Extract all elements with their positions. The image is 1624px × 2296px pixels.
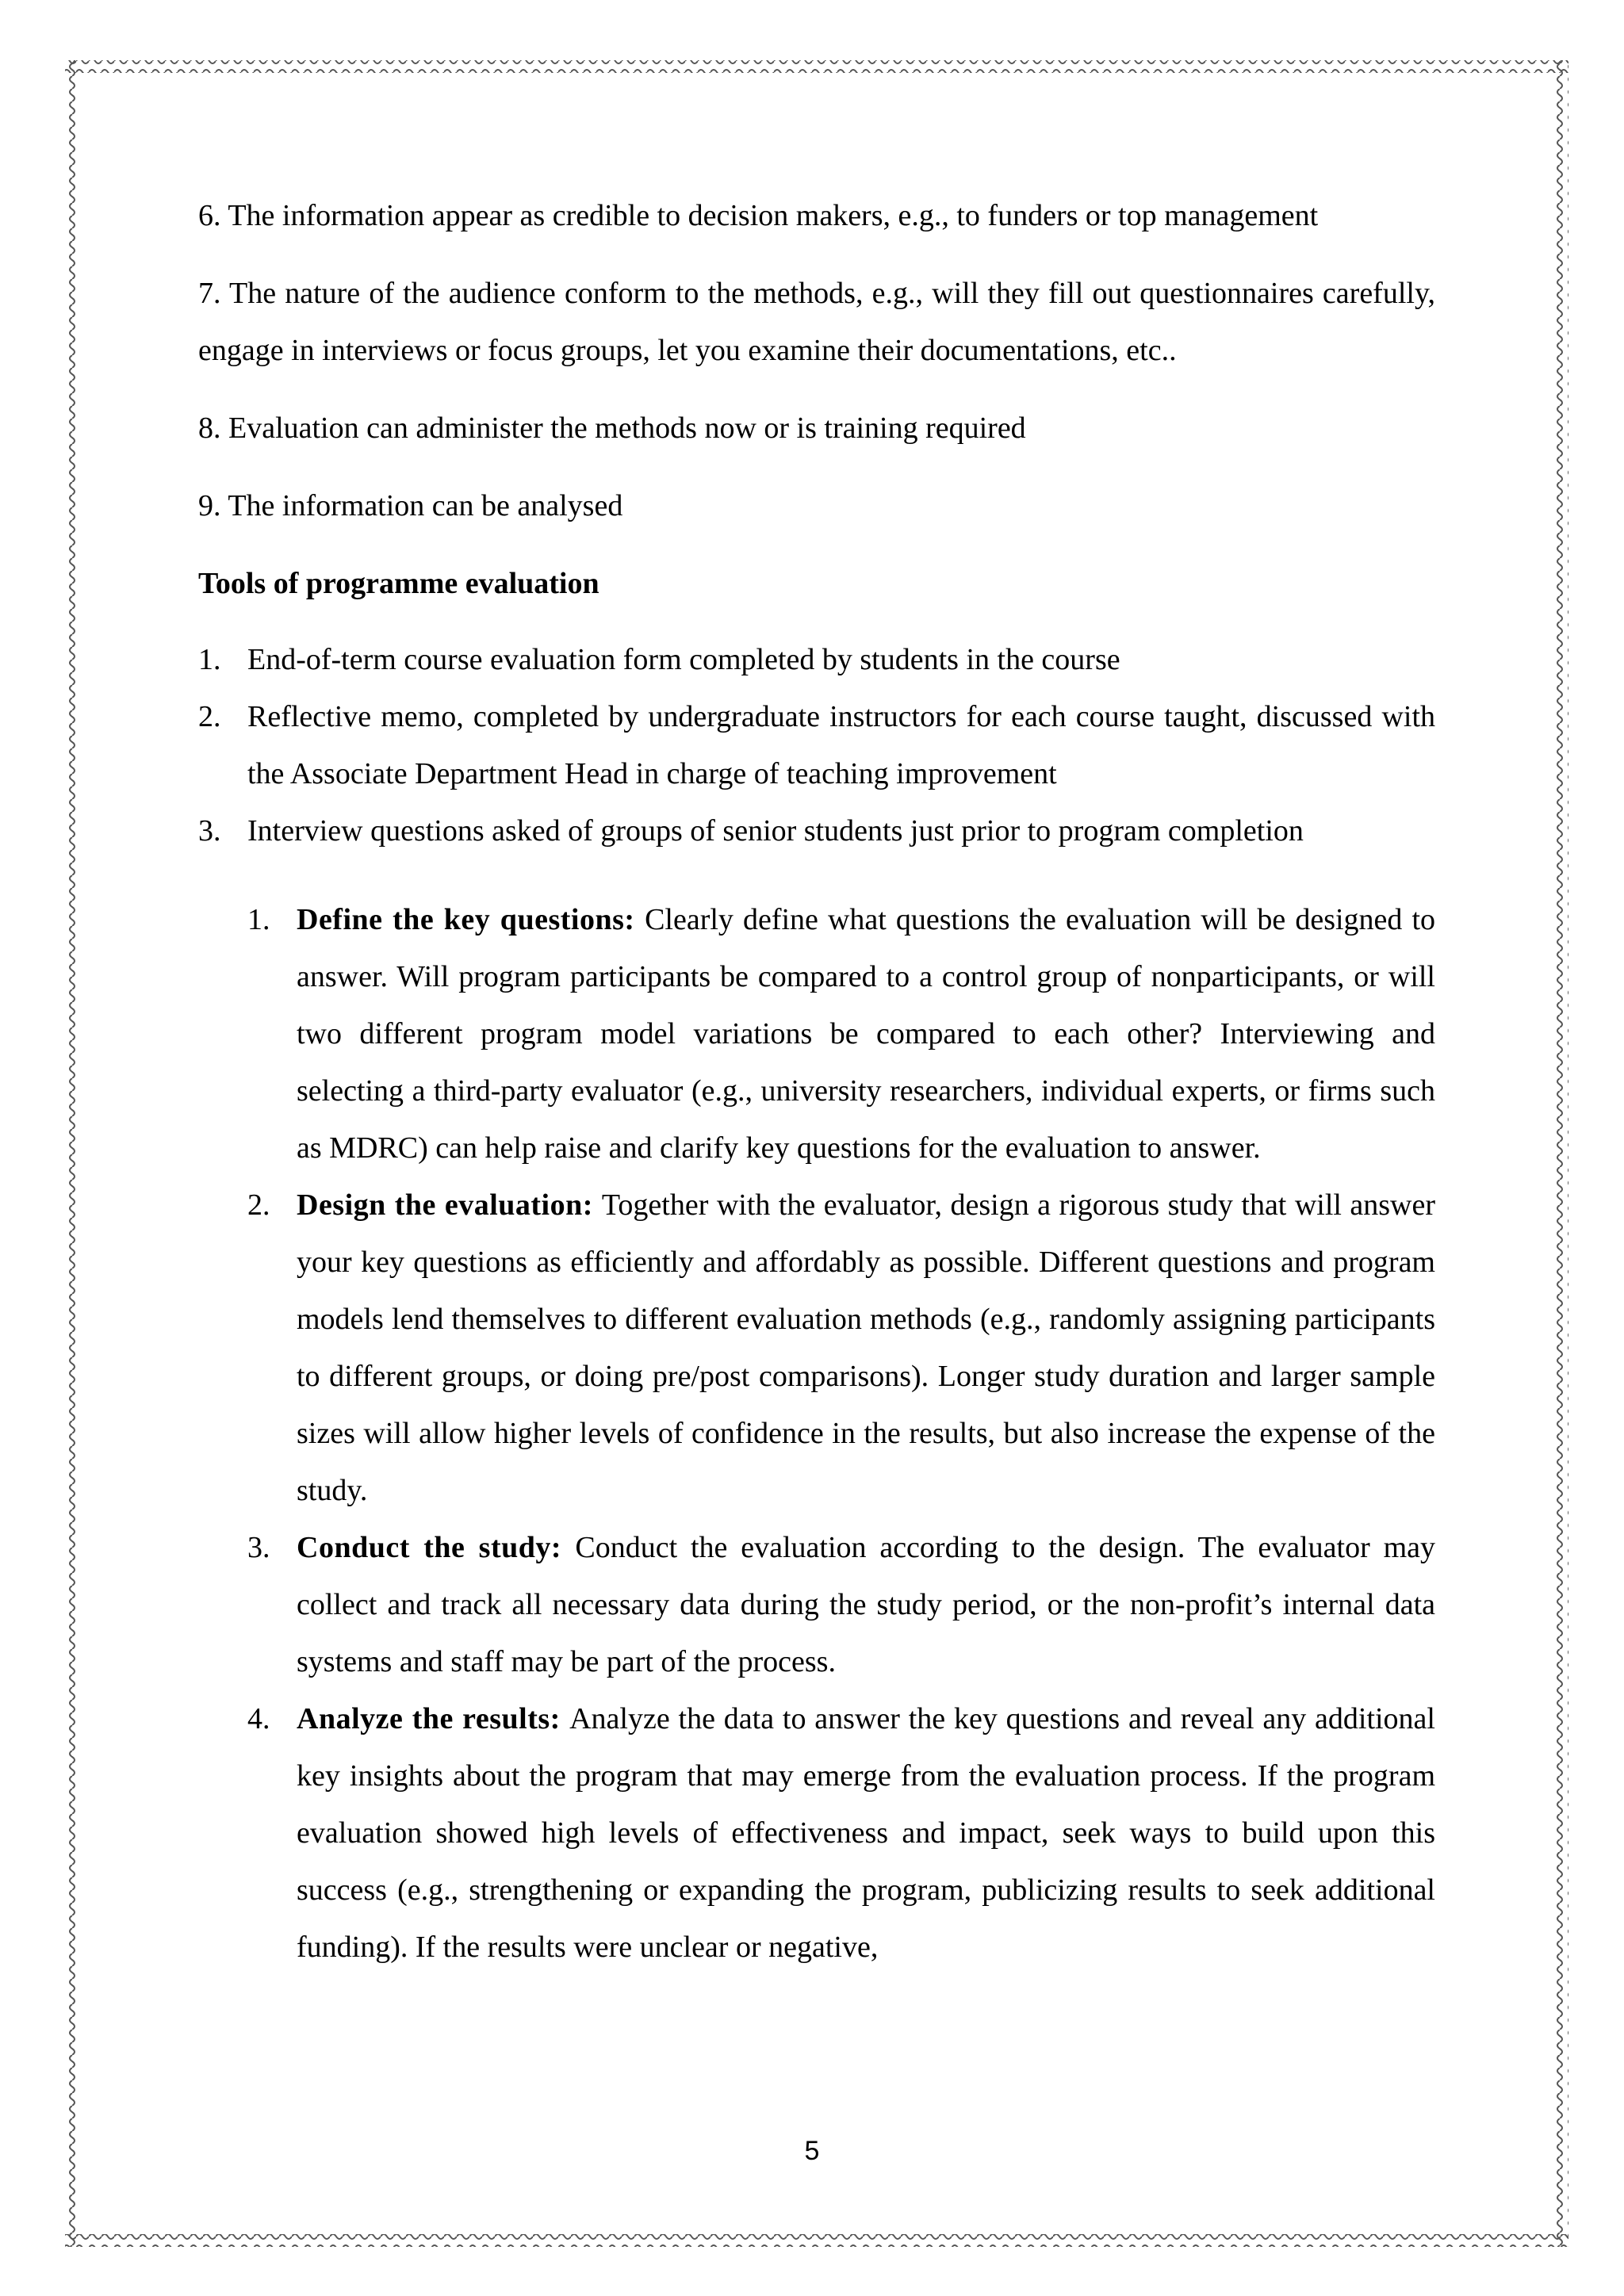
criterion-6: 6. The information appear as credible to decision makers, e.g., to funders or top management [198,199,1319,232]
tools-heading: Tools of programme evaluation [198,567,599,600]
tools-list [198,631,1435,859]
list-item-text: End-of-term course evaluation form completed by students in the course [247,643,1120,676]
tools-list-item [198,688,1435,802]
page-number: 5 [804,2136,820,2166]
step-title: Design the evaluation: [297,1188,602,1222]
step-number: 1. [247,903,270,936]
step-number: 3. [247,1531,270,1564]
list-number: 2. [198,700,221,733]
step-item [247,1690,1435,1976]
step-text: Together with the evaluator, design a rigorous study that will answer your key questions as efficiently and affordably as possible. Different questions and program models lend themselves to different evaluation methods (e.g., randomly assigning participants to different groups, or doing pre/post comparisons). Longer study duration and larger sample sizes will allow higher levels of confidence in the results, but also increase the expense of the study. [297,1188,1436,1507]
step-title: Analyze the results: [297,1702,570,1735]
step-text: Analyze the data to answer the key questions and reveal any additional key insights about the program that may emerge from the evaluation process. If the program evaluation showed high levels of effectiveness and impact, seek ways to build upon this success (e.g., strengthening or expanding the program, publicizing results to seek additional funding). If the results were unclear or negative, [297,1702,1435,1964]
step-item [247,1177,1435,1519]
tools-list-item [198,802,1435,859]
page-body [198,187,1435,1976]
criterion-9: 9. The information can be analysed [198,489,623,522]
list-number: 1. [198,643,221,676]
step-item [247,1519,1435,1690]
step-title: Define the key questions: [297,903,645,936]
tools-list-item [198,631,1435,688]
step-number: 4. [247,1702,270,1735]
list-item-text: Interview questions asked of groups of senior students just prior to program completion [247,814,1304,848]
criterion-7: 7. The nature of the audience conform to the methods, e.g., will they fill out questionnaires carefully, engage in interviews or focus groups, let you examine their documentations, etc.. [198,277,1435,367]
step-title: Conduct the study: [297,1531,576,1564]
step-text: Conduct the evaluation according to the design. The evaluator may collect and track all necessary data during the study period, or the non-profit’s internal data systems and staff may be part of the process. [297,1531,1435,1678]
step-item [247,891,1435,1177]
list-number: 3. [198,814,221,848]
step-number: 2. [247,1188,270,1222]
list-item-text: Reflective memo, completed by undergraduate instructors for each course taught, discussed with the Associate Department Head in charge of teaching improvement [247,700,1435,790]
criterion-8: 8. Evaluation can administer the methods now or is training required [198,411,1026,445]
evaluation-steps-list [247,891,1435,1976]
step-text: Clearly define what questions the evaluation will be designed to answer. Will program participants be compared to a control group of nonparticipants, or will two different program model variations be compared to each other? Interviewing and selecting a third-party evaluator (e.g., university researchers, individual experts, or firms such as MDRC) can help raise and clarify key questions for the evaluation to answer. [297,903,1436,1165]
